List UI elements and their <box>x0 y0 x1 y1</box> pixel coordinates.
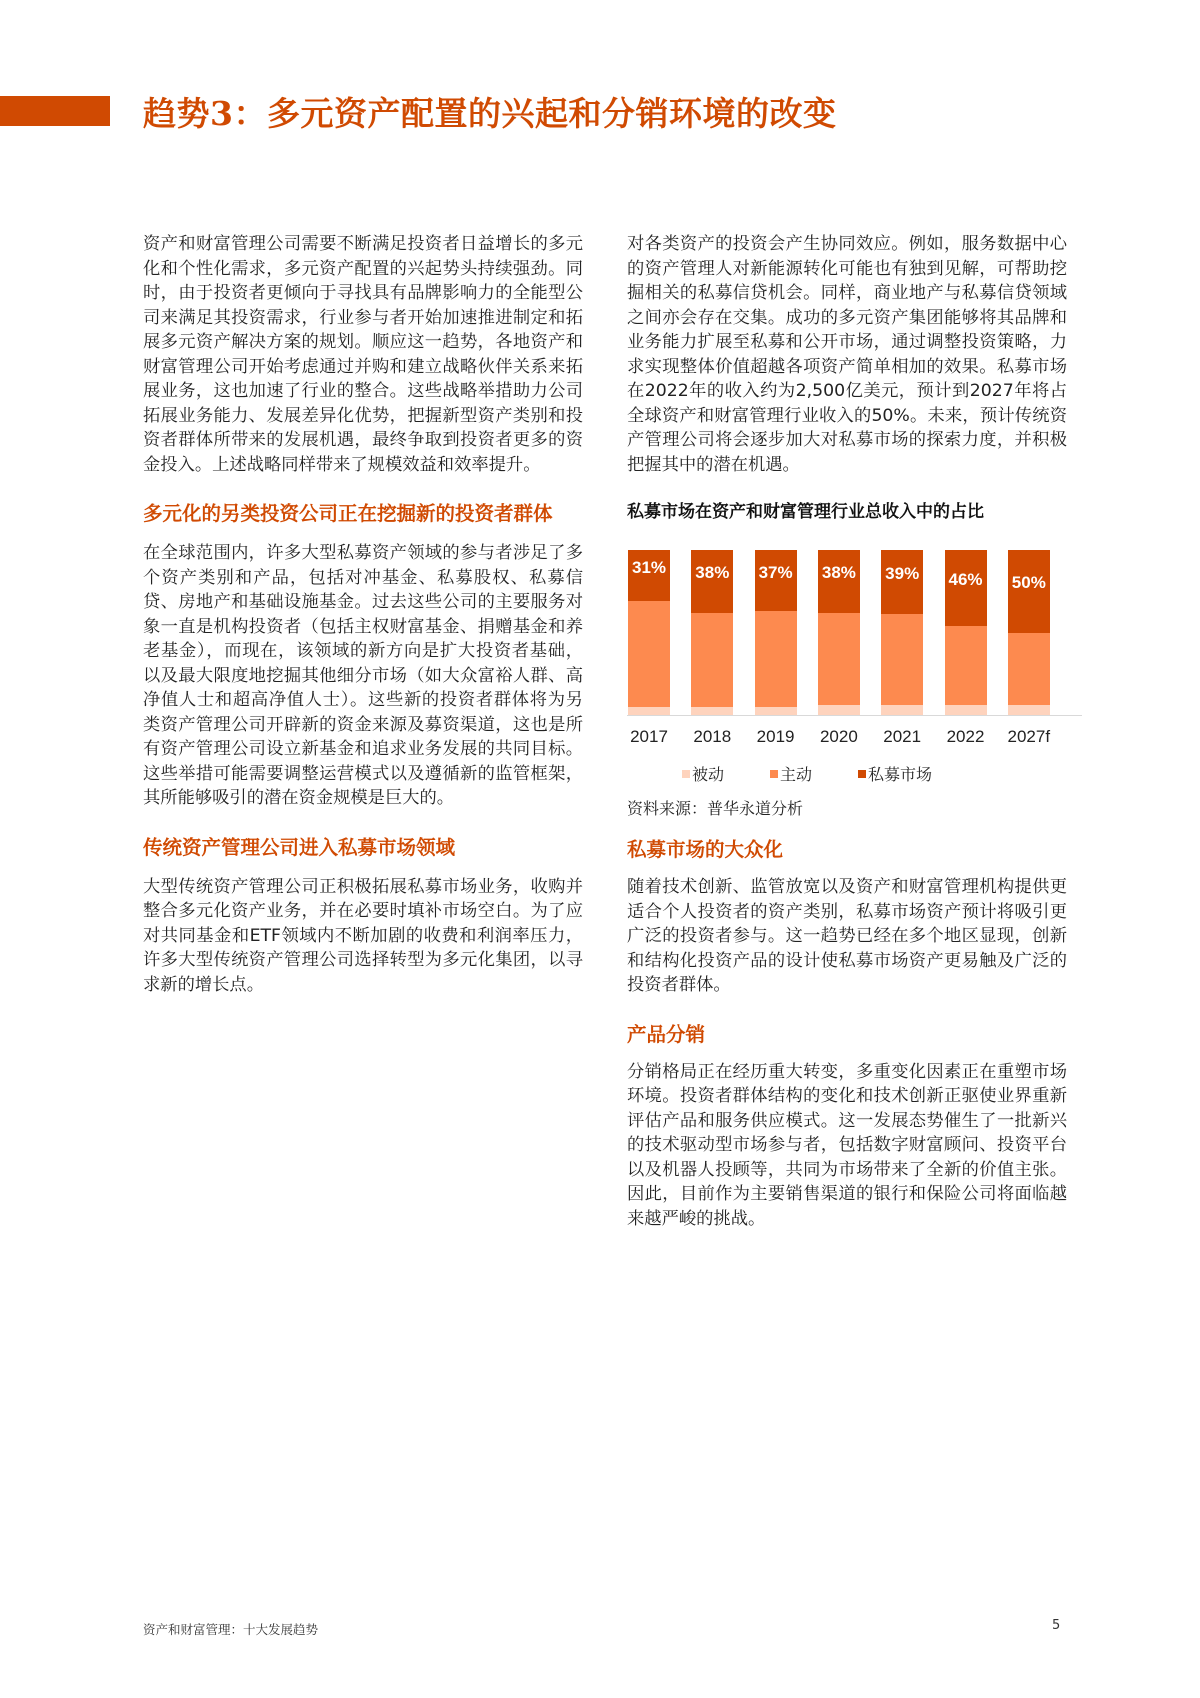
bar-segment-active <box>755 611 797 707</box>
continued-paragraph: 对各类资产的投资会产生协同效应。例如，服务数据中心的资产管理人对新能源转化可能也有独到见解，可帮助挖掘相关的私募信贷机会。同样，商业地产与私募信贷领域之间亦会存在交集。成功的多元资产集团能够将其品牌和业务能力扩展至私募和公开市场，通过调整投资策略，力求实现整体价值超越各项资产简单相加的效果。私募市场在2022年的收入约为2,500亿美元，预计到2027年将占全球资产和财富管理行业收入的50%。未来，预计传统资产管理公司将会逐步加大对私募市场的探索力度，并积极把握其中的潜在机遇。 <box>627 234 1067 475</box>
chart-bar-2017 <box>628 550 670 715</box>
bar-data-label: 38% <box>695 563 730 583</box>
legend-label: 主动 <box>780 765 813 784</box>
section-heading-alternatives: 多元化的另类投资公司正在挖掘新的投资者群体 <box>143 502 553 525</box>
section-body-democratization: 随着技术创新、监管放宽以及资产和财富管理机构提供更适合个人投资者的资产类别，私募市场资产预计将吸引更广泛的投资者参与。这一趋势已经在多个地区显现，创新和结构化投资产品的设计使私募市场资产更易触及广泛的投资者群体。 <box>627 877 1067 995</box>
chart-source: 资料来源：普华永道分析 <box>627 799 804 818</box>
section-heading-democratization: 私募市场的大众化 <box>627 838 784 861</box>
bar-segment-pm <box>691 550 733 613</box>
legend-label: 被动 <box>692 765 725 784</box>
x-tick-label: 2018 <box>693 727 732 746</box>
chart-title: 私募市场在资产和财富管理行业总收入中的占比 <box>627 502 984 522</box>
section-body-traditional: 大型传统资产管理公司正积极拓展私募市场业务，收购并整合多元化资产业务，并在必要时填补市场空白。为了应对共同基金和ETF领域内不断加剧的收费和利润率压力，许多大型传统资产管理公司选择转型为多元化集团，以寻求新的增长点。 <box>143 876 583 995</box>
bar-segment-passive <box>881 705 923 715</box>
bar-segment-active <box>1008 633 1050 706</box>
x-tick-label: 2020 <box>819 727 858 746</box>
bar-segment-passive <box>1008 705 1050 715</box>
bar-segment-passive <box>945 705 987 715</box>
bar-segment-active <box>628 601 670 707</box>
chart-bar-2021 <box>881 550 923 715</box>
legend-item <box>858 762 932 785</box>
bar-segment-active <box>881 614 923 705</box>
section-heading-distribution: 产品分销 <box>627 1022 706 1046</box>
legend-item <box>682 762 724 785</box>
bar-data-label: 37% <box>758 562 793 582</box>
bar-segment-passive <box>818 705 860 715</box>
bar-data-label: 31% <box>631 558 667 578</box>
chart-bar-2020 <box>818 550 860 715</box>
legend-label: 私募市场 <box>868 765 933 784</box>
chart-bar-2027f <box>1008 550 1050 715</box>
chart-bar-2022 <box>945 550 987 715</box>
chart-bar-2018 <box>691 550 733 715</box>
bar-data-label: 50% <box>1011 573 1046 593</box>
bar-segment-pm <box>881 550 923 614</box>
x-tick-label: 2022 <box>946 727 985 746</box>
stacked-bar-chart <box>627 534 1087 764</box>
section-body-distribution: 分销格局正在经历重大转变，多重变化因素正在重塑市场环境。投资者群体结构的变化和技术创新正驱使业界重新评估产品和服务供应模式。这一发展态势催生了一批新兴的技术驱动型市场参与者，包括数字财富顾问、投资平台以及机器人投顾等，共同为市场带来了全新的价值主张。因此，目前作为主要销售渠道的银行和保险公司将面临越来越严峻的挑战。 <box>627 1061 1067 1229</box>
page-number: 5 <box>1052 1618 1061 1633</box>
footer-doc-title: 资产和财富管理：十大发展趋势 <box>143 1622 319 1637</box>
x-tick-label: 2021 <box>883 727 922 746</box>
bar-segment-active <box>818 613 860 705</box>
bar-segment-active <box>945 626 987 705</box>
page-title: 趋势3：多元资产配置的兴起和分销环境的改变 <box>143 94 837 133</box>
legend-swatch-icon <box>770 770 778 778</box>
legend-swatch-icon <box>858 770 866 778</box>
intro-paragraph: 资产和财富管理公司需要不断满足投资者日益增长的多元化和个性化需求，多元资产配置的兴起势头持续强劲。同时，由于投资者更倾向于寻找具有品牌影响力的全能型公司来满足其投资需求，行业参与者开始加速推进制定和拓展多元资产解决方案的规划。顺应这一趋势，各地资产和财富管理公司开始考虑通过并购和建立战略伙伴关系来拓展业务，这也加速了行业的整合。这些战略举措助力公司拓展业务能力、发展差异化优势，把握新型资产类别和投资者群体所带来的发展机遇，最终争取到投资者更多的资金投入。上述战略同样带来了规模效益和效率提升。 <box>143 234 583 475</box>
legend-item <box>770 762 812 785</box>
bar-segment-pm <box>628 550 670 601</box>
right-column <box>627 232 1067 1231</box>
chart-legend <box>627 762 1067 792</box>
bar-segment-passive <box>691 707 733 715</box>
bar-segment-pm <box>818 550 860 613</box>
bar-segment-pm <box>1008 550 1050 633</box>
chart-bar-2019 <box>755 550 797 715</box>
bar-segment-passive <box>628 707 670 715</box>
bar-data-label: 39% <box>885 564 920 584</box>
x-axis-line <box>627 715 1082 716</box>
bar-segment-passive <box>755 707 797 715</box>
x-tick-label: 2027f <box>1007 727 1051 746</box>
left-column <box>143 232 583 997</box>
section-body-alternatives: 在全球范围内，许多大型私募资产领域的参与者涉足了多个资产类别和产品，包括对冲基金、私募股权、私募信贷、房地产和基础设施基金。过去这些公司的主要服务对象一直是机构投资者（包括主权财富基金、捐赠基金和养老基金），而现在，该领域的新方向是扩大投资者基础，以及最大限度地挖掘其他细分市场（如大众富裕人群、高净值人士和超高净值人士）。这些新的投资者群体将为另类资产管理公司开辟新的资金来源及募资渠道，这也是所有资产管理公司设立新基金和追求业务发展的共同目标。这些举措可能需要调整运营模式以及遵循新的监管框架，其所能够吸引的潜在资金规模是巨大的。 <box>143 543 583 808</box>
bar-segment-active <box>691 613 733 707</box>
bar-data-label: 38% <box>821 563 856 583</box>
bar-data-label: 46% <box>948 569 983 589</box>
bar-segment-pm <box>945 550 987 626</box>
x-tick-label: 2019 <box>756 727 795 746</box>
bar-segment-pm <box>755 550 797 611</box>
x-tick-label: 2017 <box>630 727 668 746</box>
title-accent-bar <box>0 96 110 126</box>
legend-swatch-icon <box>682 770 690 778</box>
section-heading-traditional: 传统资产管理公司进入私募市场领域 <box>143 835 456 859</box>
